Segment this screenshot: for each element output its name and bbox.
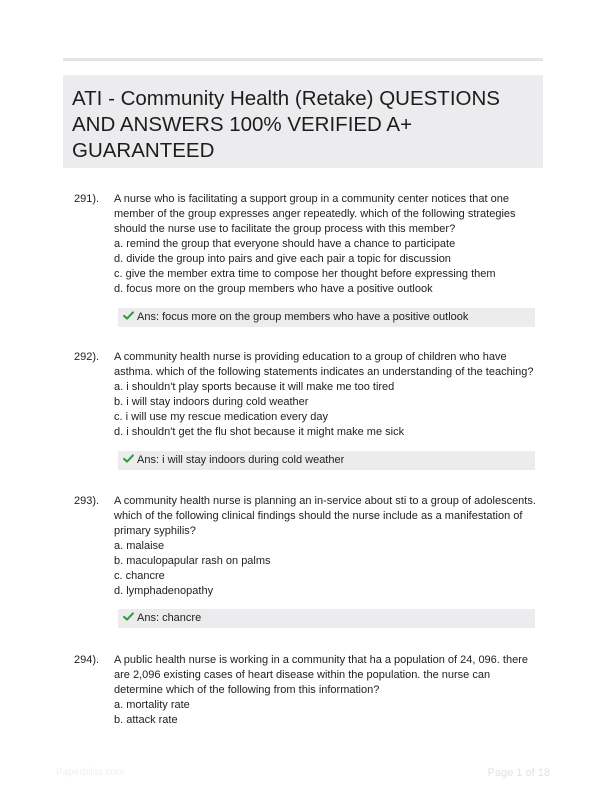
question-body <box>114 192 542 297</box>
answer-box <box>118 308 535 327</box>
answer-option: c. chancre <box>114 570 165 582</box>
top-divider <box>63 58 543 61</box>
answer-option: d. lymphadenopathy <box>114 585 214 597</box>
answer-option: d. i shouldn't get the flu shot because it might make me sick <box>114 426 405 438</box>
answer-box <box>118 451 535 470</box>
answer-option: d. focus more on the group members who have a positive outlook <box>114 283 433 295</box>
question-stem: A community health nurse is planning an in-service about sti to a group of adolescents. which of the following clinical findings should the nurse include as a manifestation of primary syphilis? <box>114 495 536 537</box>
answer-option: a. i shouldn't play sports because it will make me too tired <box>114 381 395 393</box>
question-stem: A public health nurse is working in a community that ha a population of 24, 096. there are 2,096 existing cases of heart disease within the population. the nurse can determine which of the following from this information? <box>114 654 528 696</box>
question-stem: A nurse who is facilitating a support group in a community center notices that one member of the group expresses anger repeatedly. which of the following strategies should the nurse use to facilitate the group process with this member? <box>114 193 516 235</box>
title-banner <box>63 75 543 168</box>
question-number: 291). <box>74 193 100 205</box>
page-number: Page 1 of 18 <box>487 767 550 779</box>
question-body <box>114 653 542 728</box>
question-body <box>114 350 542 440</box>
document-title: ATI - Community Health (Retake) QUESTIONS AND ANSWERS 100% VERIFIED A+ GUARANTEED <box>72 87 500 162</box>
question-number: 294). <box>74 654 100 666</box>
check-icon <box>123 310 134 321</box>
answer-option: b. maculopapular rash on palms <box>114 555 271 567</box>
answer-option: a. malaise <box>114 540 165 552</box>
answer-option: a. mortality rate <box>114 699 190 711</box>
footer-site: Paperbliss.com <box>56 767 125 778</box>
answer-option: b. attack rate <box>114 714 178 726</box>
question-number: 292). <box>74 351 100 363</box>
check-icon <box>123 453 134 464</box>
answer-option: b. i will stay indoors during cold weather <box>114 396 309 408</box>
question-stem: A community health nurse is providing education to a group of children who have asthma. which of the following statements indicates an understanding of the teaching? <box>114 351 534 378</box>
answer-option: a. remind the group that everyone should have a chance to participate <box>114 238 456 250</box>
question-body <box>114 494 542 599</box>
answer-text: Ans: focus more on the group members who have a positive outlook <box>137 311 469 323</box>
answer-text: Ans: i will stay indoors during cold weather <box>137 454 345 466</box>
check-icon <box>123 611 134 622</box>
answer-option: c. i will use my rescue medication every day <box>114 411 328 423</box>
answer-box <box>118 609 535 628</box>
question-number: 293). <box>74 495 100 507</box>
answer-text: Ans: chancre <box>137 612 202 624</box>
answer-option: c. give the member extra time to compose her thought before expressing them <box>114 268 496 280</box>
answer-option: d. divide the group into pairs and give each pair a topic for discussion <box>114 253 451 265</box>
